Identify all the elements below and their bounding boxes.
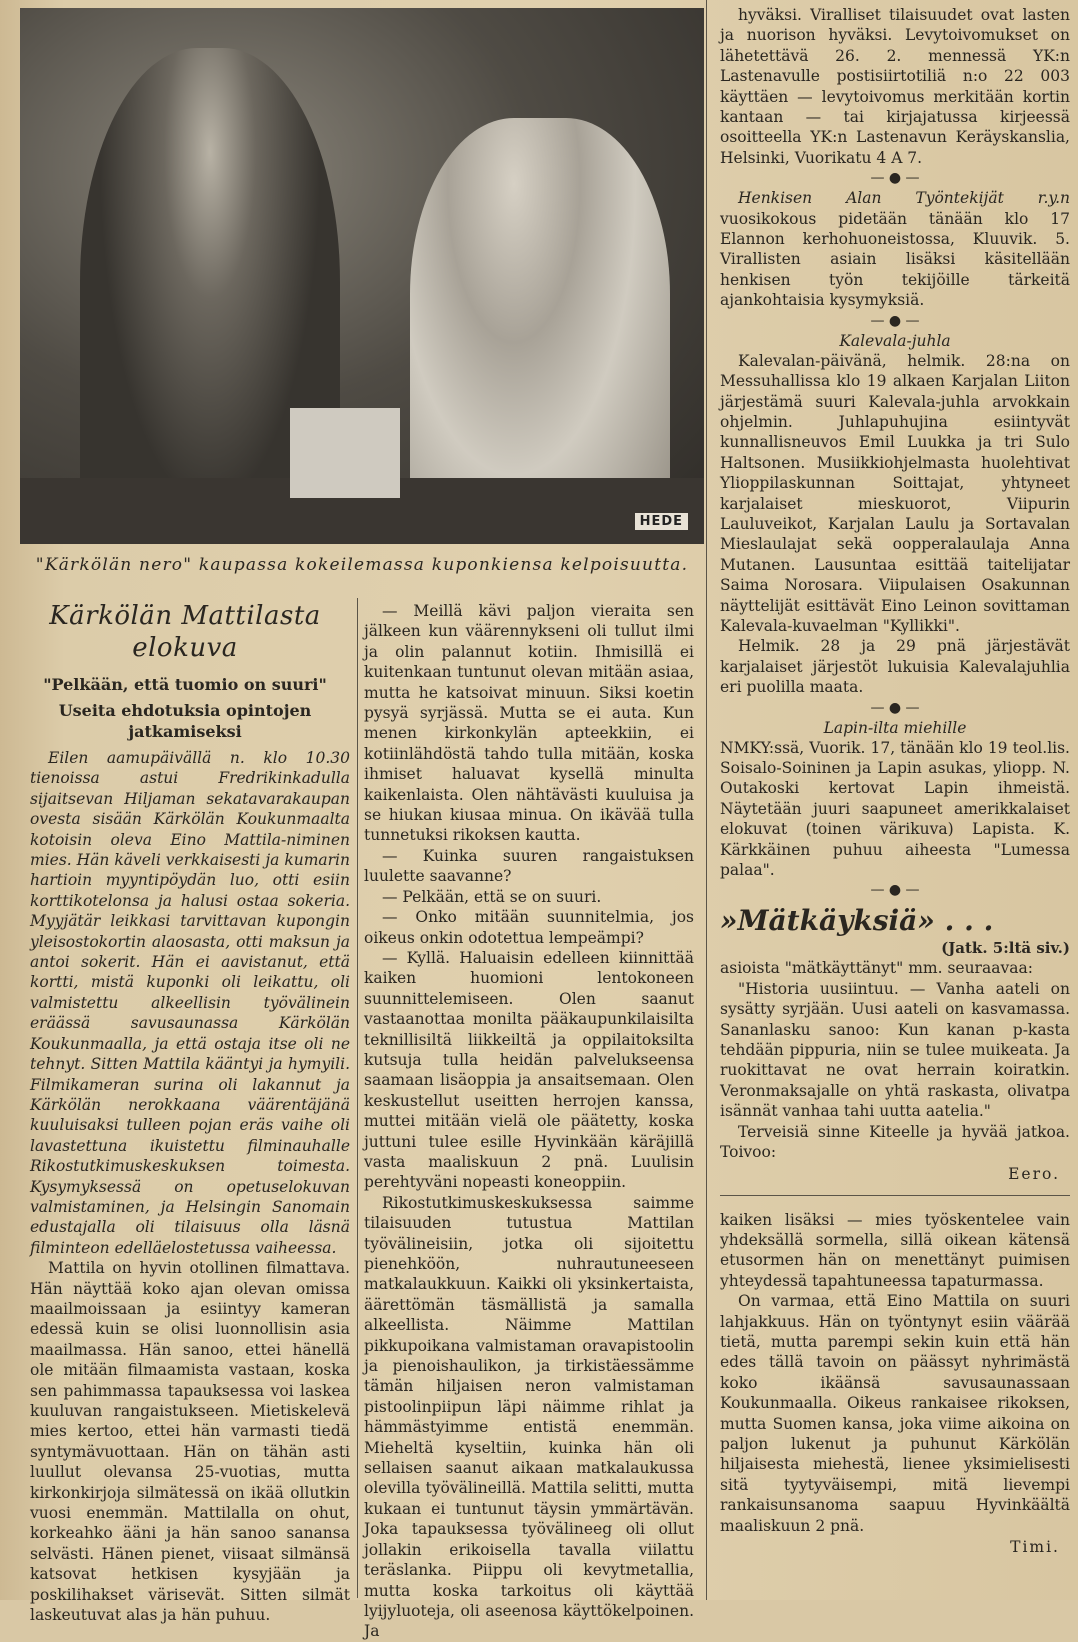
notice-lappi-title: Lapin-ilta miehille [823,718,967,737]
matkaysia-quote: "Historia uusiintuu. — Vanha aateli on sysätty syrjään. Uusi aateli on kasvamassa. Sananlasku sanoo: Kun kanan p-kasta tehdään pippuria, niin se tulee muikeata. Ja ruokittavat ne ovat herrain koiratkin. Veronmaksajalle on yhtä raskasta, olivatpa isännät vanhaa tahi uutta aatelia." [720,979,1070,1121]
article-continuation: kaiken lisäksi — mies työskentelee vain yhdeksällä sormella, sillä oikean kätensä etusormen hän on menettänyt puimisen yhteydessä tapahtuneessa tapaturmassa. [720,1210,1070,1290]
article-paragraph: Mattila on hyvin otollinen filmattava. Hän näyttää koko ajan olevan omissa maailmoissaan ja esiintyy kameran edessä kuin se olisi luonnollisin asia maailmassa. Hän sanoo, ettei hänellä ole mitään filmaamista vastaan, koska sen pahimmassa tapauksessa voi laskea kuuluvan rangaistukseen. Mietiskelevä mies kertoo, ettei hän varmasti tiedä syntymävuottaan. Hän on tähän asti luullut olevansa 25-vuotias, mutta kirkonkirjoja silmätessä on ikää ollutkin vuosi enemmän. Mattilalla on ohut, korkeahko ääni ja hän sanoo sanansa selvästi. Hänen pienet, viisaat silmänsä katsovat hetkisen kysyjään ja poskilihakset värisevät. Sitten silmät laskeutuvat alas ja hän puhuu. [30,1259,350,1625]
article-subhead-quote: "Pelkään, että tuomio on suuri" [43,675,327,694]
notice-lappi-body: NMKY:ssä, Vuorik. 17, tänään klo 19 teol.lis. Soisalo-Soininen ja Lapin asukas, yliopp. N. Outakoski kertovat Lapin ihmeistä. Näytetään juuri saapuneet amerikkalaiset elokuvat (toinen värikuva) Lapista. K. Kärkkäinen puhuu aiheesta "Lumessa palaa". [720,738,1070,880]
matkaysia-paragraph: asioista "mätkäyttänyt" mm. seuraavaa: [720,959,1033,978]
article-signature: Timi. [1010,1538,1060,1556]
section-rule [720,1195,1070,1196]
news-photo [20,8,704,544]
interview-answer: — Pelkään, että se on suuri. [382,887,602,906]
notice-kalevala-body: Kalevalan-päivänä, helmik. 28:na on Messuhallissa klo 19 alkaen Karjalan Liiton järjestämä suuri Kalevala-juhla arvokkain ohjelmin. Juhlapuhujina esiintyvät kunnallisneuvos Emil Luukka ja tri Sulo Haltsonen. Musiikkiohjelmasta huolehtivat Ylioppilaskunnan Soittajat, yhtyneet karjalaiset mieskuorot, Viipurin Lauluveikot, Karjalan Laulu ja Sortavalan Mieslaulajat sekä oopperalaulaja Anna Mutanen. Lausuntaa esittää taitelijatar Saima Norosara. Viipulaisen Osakunnan näyttelijät esittävät Eino Leinon sovittaman Kalevala-kuvaelman "Kyllikki". [720,351,1070,635]
matkaysia-paragraph: Terveisiä sinne Kiteelle ja hyvää jatkoa. Toivoo: [720,1122,1070,1162]
notices-column [720,5,1070,1558]
article-column-left [30,748,350,1625]
article-lead: Eilen aamupäivällä n. klo 10.30 tienoissa astui Fredrikinkadulla sijaitsevan Hiljaman sekatavarakaupan ovesta sisään Kärkölän Koukunmaalta kotoisin oleva Eino Mattila-niminen mies. Hän käveli verkkaisesti ja kumarin hartioin myyntipöydän luo, otti esiin korttikotelonsa ja halusi ostaa sokeria. Myyjätär leikkasi tarvittavan kupongin yleisostokortin alaosasta, otti maksun ja antoi sokerit. Hän ei aavistanut, että kortti, mistä kuponki oli leikattu, oli valmistettu alkeellisin työvälinein eräässä savusaunassa Kärkölän Koukunmaalla, ja että ostaja itse oli ne tehnyt. Sitten Mattila kääntyi ja hymyili. Filmikameran surina oli lakannut ja Kärkölän nerokkaana väärentäjänä kuuluisaksi tulleen pojan eräs vaihe oli lavastettuna ikuistettu filminauhalle Rikostutkimuskeskuksen toimesta. Kysymyksessä on opetuselokuvan valmistaminen, ja Helsingin Sanomain edustajalla oli tilaisuus olla läsnä filminteon edelläelostetussa vaiheessa. [30,749,350,1257]
notice-separator: — ● — [870,882,920,899]
article-paragraph: On varmaa, että Eino Mattila on suuri lahjakkuus. Hän on työntynyt esiin väärää tietä, mutta parempi sekin kuin että hän edes tällä tavoin on päässyt nyhrimästä koko ikäänsä savusaunassaan Koukunmaalla. Oikeus rankaisee rikoksen, mutta Suomen kansa, joka viime aikoina on paljon lukenut ja puhunut Kärkölän hiljaisesta miehestä, lienee yksimielisesti sitä tyytyväisempi, mitä lievempi rankaisunsanoma saapuu Hyvinkäältä maaliskuun 2 pnä. [720,1292,1070,1535]
article-headline: Kärkölän Mattilasta elokuva [49,601,321,663]
notice-separator: — ● — [870,699,920,716]
notice-kalevala-title: Kalevala-juhla [839,331,951,350]
notice-separator: — ● — [870,170,920,187]
matkaysia-signature: Eero. [1008,1164,1060,1183]
notice-henkisen-body: vuosikokous pidetään tänään klo 17 Elannon kerhohuoneistossa, Kluuvik. 5. Virallisten asiain lisäksi käsitellään henkisen työn tekijöille tärkeitä ajankohtaisia kysymyksiä. [720,209,1070,310]
matkaysia-continued: (Jatk. 5:ltä siv.) [941,939,1070,958]
article-paragraph: Rikostutkimuskeskuksessa saimme tilaisuuden tutustua Mattilan työvälineisiin, jotka oli sijoitettu pienehköön, nuhrautuneeseen matkalaukkuun. Kaikki oli yksinkertaista, äärettömän täsmällistä ja samalla alkeellista. Näimme Mattilan pikkupoikana valmistaman oravapistoolin ja pienoishaulikon, ja tirkistäessämme tämän hiljaisen neron valmistaman pistoolinpiipun läpi näimme rihlat ja hämmästyimme entistä enemmän. Mieheltä kyseltiin, kuinka hän oli sellaisen saanut aikaan matkalaukussa olevilla työvälineillä. Mattila selitti, mutta kukaan ei tuntunut täysin ymmärtävän. Joka tapauksessa työvälineeg oli ollut jollakin erikoisella tavalla viilattu teräslanka. Piippu oli kevytmetallia, mutta koska tarkoitus oli käyttää lyijyluoteja, oli aseenosa käyttökelpoinen. Ja [364,1193,694,1641]
article-subhead: Useita ehdotuksia opintojen jatkamiseksi [58,701,312,741]
photo-credit: HEDE [635,513,688,530]
notice-henkisen-title: Henkisen Alan Työntekijät r.y.n [738,189,1070,208]
interview-answer: — Kyllä. Haluaisin edelleen kiinnittää kaiken huomioni lentokoneen suunnittelemiseen. Olen saanut vastaanottaa monilta pääkaupunkilaisilta teknillisiltä liikkeiltä ja oppilaitoksilta kutsuja tulla heidän palvelukseensa saamaan lisäoppia ja ansaitsemaan. Olen keskustellut useitten herrojen kanssa, muttei mitään vielä ole päätetty, koska juttuni tulee esille Hyvinkään käräjillä vasta maaliskuun 2 pnä. Luulisin perehtyväni nopeasti koneoppiin. [364,948,694,1192]
article-paragraph: — Meillä kävi paljon vieraita sen jälkeen kun väärennykseni oli tullut ilmi ja olin palannut kotiin. Ihmisillä ei kuitenkaan tuntunut olevan mitään asiaa, mutta he katsoivat minuun. Siksi koetin pysyä syrjässä. Mutta se ei auta. Kun menen kirkonkylän apteekkiin, ei kotiinlähdöstä tahdo tulla mitään, koska ihmiset haluavat kysellä minulta kaikenlaista. Olen nähtävästi kuuluisa ja se hiukan kiusaa minua. On ikävää tulla tunnetuksi rikoksen kautta. [364,602,694,845]
photo-caption: "Kärkölän nero" kaupassa kokeilemassa kuponkiensa kelpoisuutta. [35,555,689,575]
notice-separator: — ● — [870,312,920,329]
article-column-middle [364,601,694,1642]
notice-kalevala-body: Helmik. 28 ja 29 pnä järjestävät karjalaiset järjestöt lukuisia Kalevalajuhlia eri puolilla maata. [720,637,1070,697]
photo-sugar-box [290,408,400,498]
interview-question: — Kuinka suuren rangaistuksen luulette saavanne? [364,846,694,886]
notice-fragment: hyväksi. Viralliset tilaisuudet ovat lasten ja nuorison hyväksi. Levytoivomukset on lähetettävä 26. 2. mennessä YK:n Lastenavulle postisiirtotiliä n:o 22 003 käyttäen — levytoivomus merkitään kortin kantaan — tai kirjajatussa kirjeessä osoitteella YK:n Lastenavun Keräyskanslia, Helsinki, Vuorikatu 4 A 7. [720,6,1070,167]
matkaysia-title: »Mätkäyksiä» . . . [720,904,994,938]
interview-question: — Onko mitään suunnitelmia, jos oikeus onkin odotettua lempeämpi? [364,908,694,947]
column-rule [357,598,358,1598]
column-rule [706,0,707,1600]
